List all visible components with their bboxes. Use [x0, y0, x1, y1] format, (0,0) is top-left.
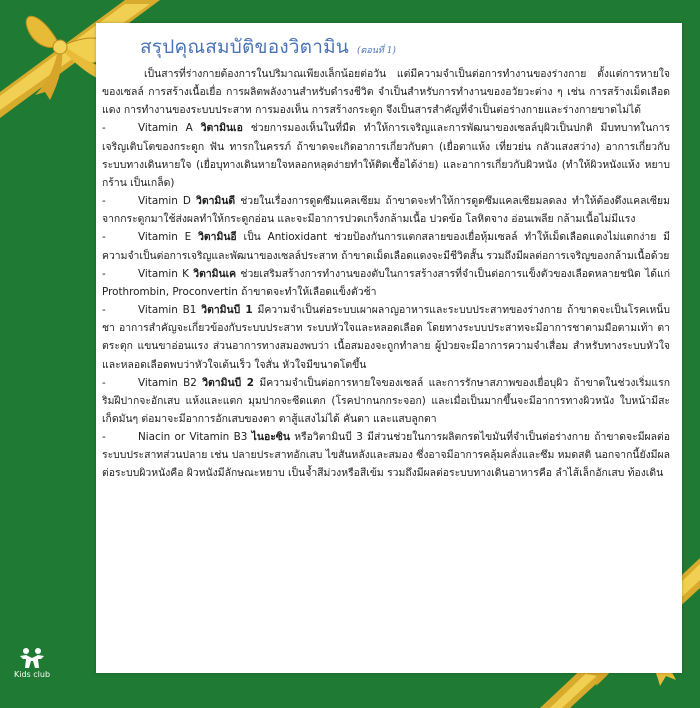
intro-paragraph	[102, 65, 670, 119]
vitamin-description: ช่วยเสริมสร้างการทำงานของตับในการสร้างสารที่จำเป็นต่อการแข็งตัวของเลือดหลายชนิด ได้แก่ Prothrombin, Proconvertin ถ้าขาดจะทำให้เลือดแข็งตัวช้า	[102, 267, 670, 298]
title-row	[140, 32, 396, 62]
bullet-dash: -	[102, 122, 106, 135]
vitamin-thai-name: วิตามินบี 1	[201, 304, 253, 317]
page-title: สรุปคุณสมบัติของวิตามิน	[140, 36, 349, 58]
vitamin-name: Vitamin B2	[138, 376, 197, 389]
page-subtitle: (ตอนที่ 1)	[357, 46, 396, 56]
kids-club-logo	[14, 647, 50, 679]
article-body	[102, 65, 670, 483]
vitamin-description: ช่วยการมองเห็นในที่มืด ทำให้การเจริญและการพัฒนาของเซลล์บุผิวเป็นปกติ มีบทบาทในการเจริญเติบโตของกระดูก ฟัน ทารกในครรภ์ ถ้าขาดจะเกิดอาการเกี่ยวกับตา (เยื่อตาแห้ง เที่ยวย่น กลัวแสงสว่าง) อาการเกี่ยวกับระบบทางเดินหายใจ (เยื่อบุทางเดินหายใจหลอกหลุดง่ายทำให้ติดเชื้อได้ง่าย) และอาการเกี่ยวกับผิวหนัง (ทำให้ผิวหนังแห้ง หยาบกร้าน เป็นเกล็ด)	[102, 122, 671, 189]
content-card	[96, 23, 682, 673]
vitamin-thai-name: วิตามินอี	[198, 231, 237, 244]
bullet-dash: -	[102, 376, 106, 389]
bullet-dash: -	[102, 195, 106, 208]
vitamin-name: Vitamin D	[138, 195, 191, 208]
vitamin-description: ช่วยในเรื่องการดูดซึมแคลเซียม ถ้าขาดจะทำให้การดูดซึมแคลเซียมลดลง ทำให้ต้องดึงแคลเซียมจากกระดูกมาใช้ส่งผลทำให้กระดูกอ่อน และจะมีอาการปวดเกร็งกล้ามเนื้อ ปวดข้อ โลหิตจาง อ่อนเพลีย กล้ามเนื้อไม่มีแรง	[102, 195, 670, 226]
vitamin-b1-paragraph	[102, 301, 670, 374]
vitamin-name: Vitamin A	[138, 122, 193, 135]
vitamin-b2-paragraph	[102, 374, 670, 428]
bullet-dash: -	[102, 304, 106, 317]
vitamin-thai-name: วิตามินเค	[193, 267, 237, 280]
vitamin-a-paragraph	[102, 119, 670, 192]
vitamin-k-paragraph	[102, 265, 670, 301]
vitamin-description: หรือวิตามินบี 3 มีส่วนช่วยในการผลิตกรดไขมันที่จำเป็นต่อร่างกาย ถ้าขาดจะมีผลต่อระบบประสาทส่วนปลาย เช่น ปลายประสาทอักเสบ ไขสันหลังและสมอง ซึ่งอาจมีอาการคลุ้มคลั่งและซึม หมดสติ นอกจากนี้ยังมีผลต่อระบบผิวหนังคือ ผิวหนังมีลักษณะหยาบ เป็นจ้ำสีม่วงหรือสีเข้ม รวมถึงมีผลต่อระบบทางเดินอาหารคือ ลำไส้เล็กอักเสบ ท้องเดิน	[102, 431, 670, 480]
vitamin-name: Niacin or Vitamin B3	[138, 431, 248, 444]
vitamin-d-paragraph	[102, 192, 670, 228]
vitamin-e-paragraph	[102, 228, 670, 264]
vitamin-thai-name: วิตามินดี	[195, 195, 236, 208]
vitamin-description: เป็น Antioxidant ช่วยป้องกันการแตกสลายของเยื่อหุ้มเซลล์ ทำให้เม็ดเลือดแดงไม่แตกง่าย มีความจำเป็นต่อการเจริญและพัฒนาของเซลล์ประสาท ถ้าขาดเม็ดเลือดแดงจะมีชีวิตสั้น รวมถึงมีผลต่อการเจริญของกล้ามเนื้อด้วย	[102, 231, 671, 262]
logo-text: Kids club	[14, 670, 51, 679]
vitamin-name: Vitamin B1	[138, 304, 197, 317]
vitamin-name: Vitamin K	[138, 267, 189, 280]
bullet-dash: -	[102, 267, 106, 280]
vitamin-name: Vitamin E	[138, 231, 192, 244]
bullet-dash: -	[102, 231, 106, 244]
vitamin-thai-name: วิตามินเอ	[200, 122, 243, 135]
vitamin-description: มีความจำเป็นต่อการหายใจของเซลล์ และการรักษาสภาพของเยื่อบุผิว ถ้าขาดในช่วงเริ่มแรกริมฝีปากจะอักเสบ แห้งและแตก มุมปากจะซีดแตก (โรคปากนกกระจอก) และเมื่อเป็นมากขึ้นจะมีอาการทางผิวหนัง ใบหน้ามีสะเก็ดมันๆ ต่อมาจะมีอาการอักเสบของตา ตาสู้แสงไม่ได้ คันตา และแสบลูกตา	[102, 376, 670, 425]
kids-club-logo-icon	[17, 647, 47, 669]
vitamin-b3-paragraph	[102, 428, 670, 482]
bullet-dash: -	[102, 431, 106, 444]
vitamin-description: มีความจำเป็นต่อระบบเผาผลาญอาหารและระบบประสาทของร่างกาย ถ้าขาดจะเป็นโรคเหน็บชา อาการสำคัญจะเกี่ยวข้องกับระบบประสาท ระบบหัวใจและหลอดเลือด โดยทางระบบประสาทจะมีอาการชาตามมือตามเท้า ตาตระตุก แขนขาอ่อนแรง ส่วนอาการทางสมองพบว่า เนื้อสมองจะถูกทำลาย ผู้ป่วยจะมีอาการความจำเสื่อม สำหรับทางระบบหัวใจและหลอดเลือดพบว่าหัวใจเต้นเร็ว ใจสั่น หัวใจมีขนาดโตขึ้น	[102, 304, 670, 371]
intro-text: เป็นสารที่ร่างกายต้องการในปริมาณเพียงเล็กน้อยต่อวัน แต่มีความจำเป็นต่อการทำงานของร่างกาย ตั้งแต่การหายใจของเซลล์ การสร้างเนื้อเยื่อ การผลิตพลังงานสำหรับดำรงชีวิต จำเป็นสำหรับการทำงานของอวัยวะต่าง ๆ เช่น การสร้างเม็ดเลือดแดง การทำงานของระบบประสาท การมองเห็น การสร้างกระดูก จึงเป็นสารสำคัญที่จำเป็นต่อร่างกายและร่างกายขาดไม่ได้	[102, 68, 670, 117]
vitamin-thai-name: วิตามินบี 2	[202, 376, 255, 389]
vitamin-thai-name: ไนอะซิน	[251, 431, 290, 444]
